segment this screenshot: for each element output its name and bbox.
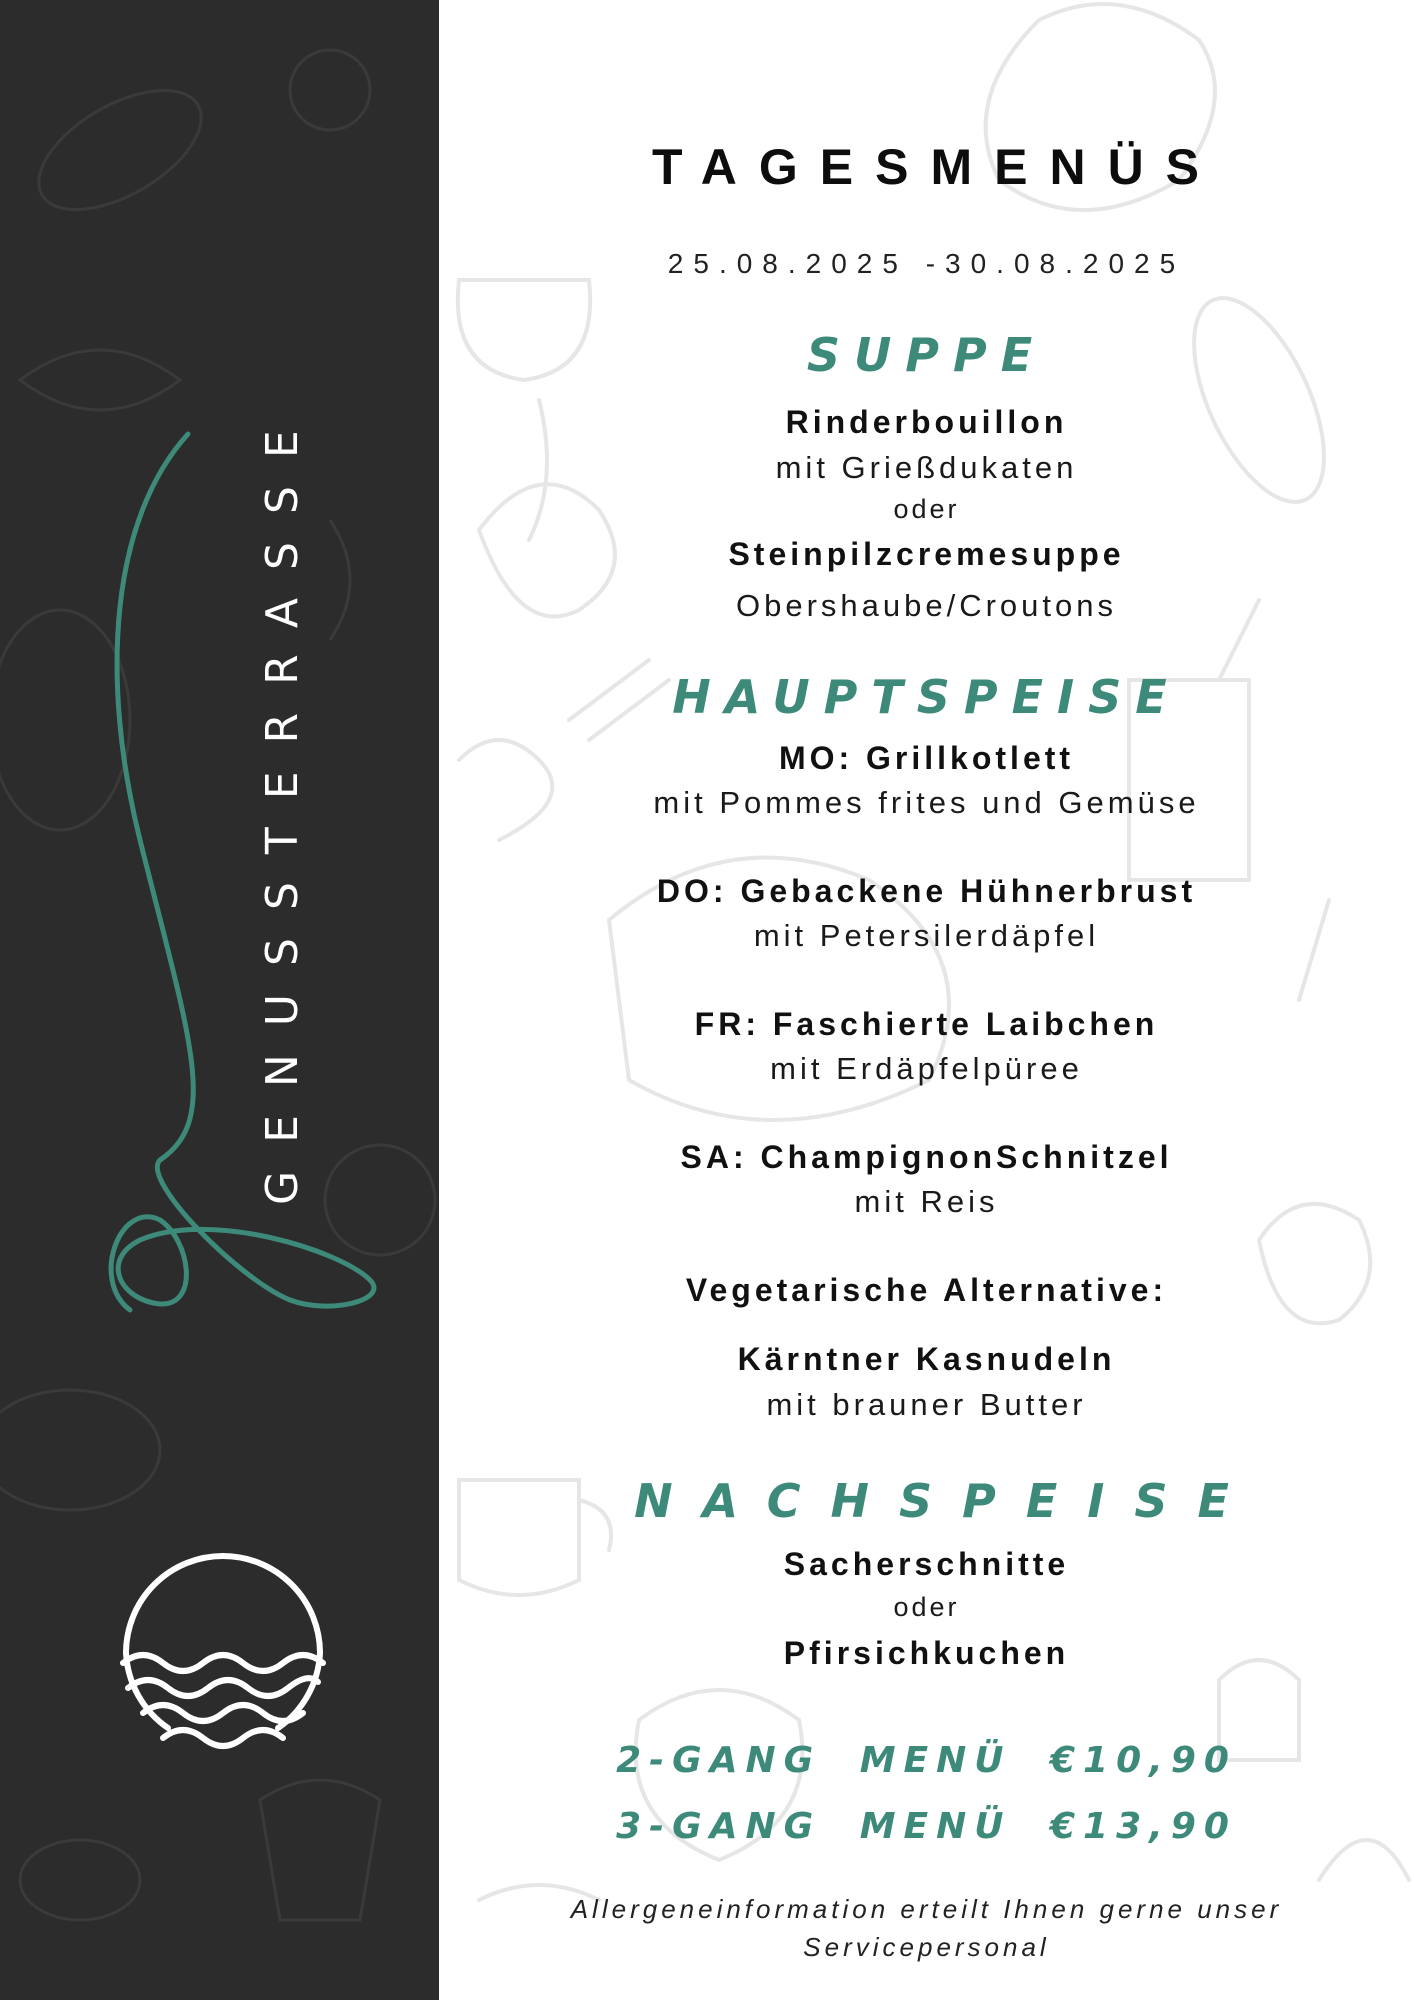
main-item-4-desc: mit Reis xyxy=(854,1184,999,1219)
brand-sidebar xyxy=(0,0,439,2000)
menu-content xyxy=(439,0,1414,2000)
main-item-3-desc: mit Erdäpfelpüree xyxy=(770,1051,1083,1086)
brand-name-text: GENUSSTERRASSE xyxy=(257,402,308,1205)
price-three-course: 3-GANG MENÜ €13,90 xyxy=(616,1806,1237,1847)
vegetarian-item-desc: mit brauner Butter xyxy=(766,1387,1087,1422)
soup-heading: SUPPE xyxy=(806,328,1047,382)
soup-item-1-desc: mit Grießdukaten xyxy=(775,450,1078,485)
sun-waves-logo-icon xyxy=(118,1548,328,1768)
main-item-3-name: FR: Faschierte Laibchen xyxy=(694,1006,1159,1042)
main-item-2-name: DO: Gebackene Hühnerbrust xyxy=(656,873,1197,909)
date-range: 25.08.2025 -30.08.2025 xyxy=(667,248,1186,279)
main-item-1-desc: mit Pommes frites und Gemüse xyxy=(653,785,1200,820)
main-heading: HAUPTSPEISE xyxy=(672,670,1181,724)
brand-script-flourish xyxy=(100,420,400,1340)
dessert-heading: NACHSPEISE xyxy=(634,1474,1259,1528)
allergen-note-line-1: Allergeneinformation erteilt Ihnen gerne unser xyxy=(570,1894,1283,1924)
page-title: TAGESMENÜS xyxy=(651,139,1222,195)
vegetarian-item-name: Kärntner Kasnudeln xyxy=(737,1341,1116,1377)
allergen-note-line-2: Servicepersonal xyxy=(803,1932,1050,1962)
soup-or: oder xyxy=(893,494,960,524)
vegetarian-heading: Vegetarische Alternative: xyxy=(685,1272,1168,1308)
soup-item-1-name: Rinderbouillon xyxy=(785,404,1068,440)
dessert-or: oder xyxy=(893,1592,960,1622)
dessert-item-2-name: Pfirsichkuchen xyxy=(783,1635,1070,1671)
soup-item-2-desc: Obershaube/Croutons xyxy=(735,588,1118,623)
dessert-item-1-name: Sacherschnitte xyxy=(783,1546,1070,1582)
food-doodle-pattern xyxy=(439,0,1414,2000)
soup-item-2-name: Steinpilzcremesuppe xyxy=(728,536,1125,572)
main-item-1-name: MO: Grillkotlett xyxy=(778,740,1075,776)
main-item-2-desc: mit Petersilerdäpfel xyxy=(753,918,1100,953)
price-two-course: 2-GANG MENÜ €10,90 xyxy=(616,1740,1237,1781)
main-item-4-name: SA: ChampignonSchnitzel xyxy=(680,1139,1173,1175)
